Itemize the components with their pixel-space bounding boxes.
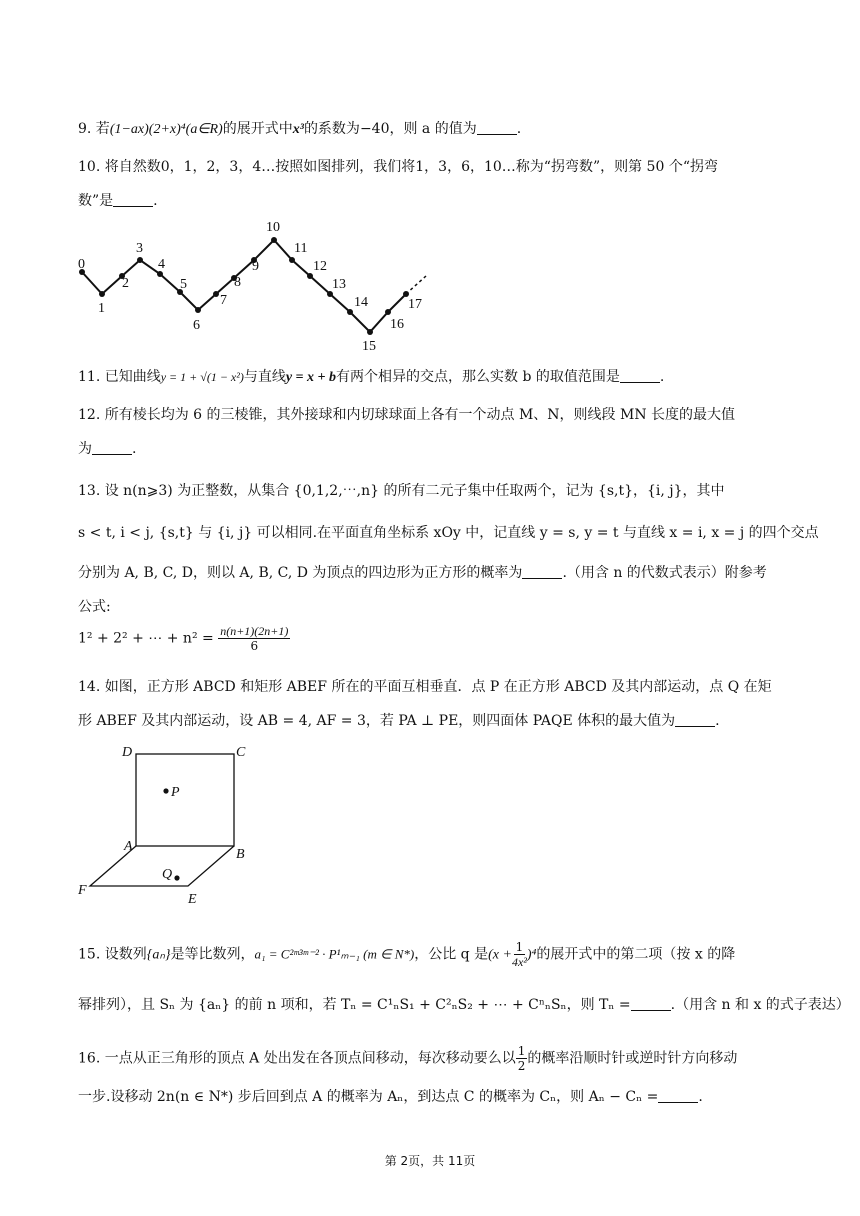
q10-text: 数”是 [78,193,114,209]
q15-expand-open: (x + [488,947,512,963]
q11-curve: y = 1 + √(1 − x²) [160,370,244,384]
q16-line2-text: 一步.设移动 2n(n ∈ N*) 步后回到点 A 的概率为 Aₙ，到达点 C 的概率为 Cₙ，则 Aₙ − Cₙ = [78,1089,659,1105]
q11-prefix: 11. 已知曲线 [78,369,161,385]
label-E: E [188,892,197,907]
q15-sequence: {aₙ} [146,947,171,963]
q16-fraction [516,1044,528,1073]
answer-blank[interactable] [477,120,517,135]
zigzag-label: 10 [266,220,280,235]
question-13-line2: s < t, i < j, {s,t} 与 {i, j} 可以相同.在平面直角坐标系 xOy 中，记直线 y = s, y = t 与直线 x = i, x = j 的四个交点 [78,525,819,541]
zigzag-label: 5 [180,277,187,292]
zigzag-figure [70,212,440,357]
answer-blank[interactable] [92,440,132,455]
question-9 [78,118,521,138]
zigzag-label: 12 [313,259,327,274]
zigzag-label: 6 [193,318,200,333]
zigzag-dashed-continuation [406,276,426,294]
zigzag-label: 1 [98,301,105,316]
q15-line2-end: .（用含 n 和 x 的式子表达） [670,997,850,1013]
question-14-line2 [78,710,720,730]
label-B: B [236,847,245,862]
q15-text: 是等比数列， [170,946,255,963]
label-Q: Q [162,867,173,882]
label-P: P [171,785,180,800]
q11-text: 与直线 [243,369,286,385]
answer-blank[interactable] [522,564,562,579]
q11-end: . [659,369,665,385]
answer-blank[interactable] [113,192,153,207]
answer-blank[interactable] [620,368,660,383]
zigzag-label: 0 [78,257,85,272]
formula-denominator: 6 [250,639,259,653]
zigzag-label: 17 [408,297,422,312]
q15-text3: 的展开式中的第二项（按 x 的降 [536,946,736,963]
q16-end: . [698,1089,703,1105]
zigzag-label: 7 [220,293,227,308]
q15-prefix: 15. 设数列 [78,946,147,963]
q16-frac-den: 2 [517,1059,526,1073]
q14-text: 形 ABEF 及其内部运动，设 AB = 4, AF = 3，若 PA ⊥ PE，则四面体 PAQE 体积的最大值为 [78,713,676,729]
question-16-line2 [78,1086,703,1106]
question-12-line1: 12. 所有棱长均为 6 的三棱锥，其外接球和内切球球面上各有一个动点 M、N，则线段 MN 长度的最大值 [78,407,736,423]
square-ABCD [136,754,234,846]
zigzag-path [82,240,406,332]
formula-numerator: n(n+1)(2n+1) [220,624,289,638]
question-15-line1 [78,940,735,969]
label-F: F [78,883,87,898]
q13-text-end: .（用含 n 的代数式表示）附参考 [562,565,767,581]
q11-text2: 有两个相异的交点，那么实数 b 的取值范围是 [336,369,620,385]
question-13-line1: 13. 设 n(n⩾3) 为正整数，从集合 {0,1,2,⋯,n} 的所有二元子集中任取两个，记为 {s,t}，{i, j}，其中 [78,483,725,499]
q15-frac-num: 1 [515,940,524,954]
question-12-line2 [78,438,136,458]
answer-blank[interactable] [631,996,671,1011]
zigzag-label: 4 [158,257,165,272]
q13-formula [78,624,290,653]
q12-text: 为 [78,441,92,457]
question-13-line4: 公式: [78,599,111,615]
formula-fraction [218,624,290,653]
zigzag-label: 2 [122,276,129,291]
zigzag-label: 15 [362,339,376,354]
q9-text3: ，则 a 的值为 [389,121,477,137]
zigzag-label: 9 [252,259,259,274]
formula-lhs: 1² + 2² + ⋯ + n² = [78,630,214,647]
q12-end: . [132,441,137,457]
q15-line2-text: 幂排列），且 Sₙ 为 {aₙ} 的前 n 项和，若 Tₙ = C¹ₙS₁ + C²ₙS₂ + ⋯ + CⁿₙSₙ，则 Tₙ = [78,997,631,1013]
zigzag-label: 11 [294,241,308,256]
q15-fraction [512,940,527,969]
answer-blank[interactable] [675,712,715,727]
q9-text: 的展开式中 [222,121,293,137]
q15-text2: ，公比 q 是 [414,946,489,963]
zigzag-label: 3 [136,241,143,256]
zigzag-label: 16 [390,317,404,332]
q9-text2: 的系数为 [303,121,360,137]
q9-end: . [516,121,522,137]
label-A: A [124,839,133,854]
question-11 [78,366,664,386]
q9-prefix: 9. 若 [78,121,110,137]
label-D: D [122,745,133,760]
question-13-line3 [78,562,767,582]
q15-frac-den: 4x² [511,955,527,969]
q15-expand-close: )⁴ [526,947,537,963]
zigzag-label: 13 [332,277,346,292]
zigzag-label: 8 [234,275,241,290]
zigzag-label: 14 [354,295,368,310]
q9-term: x³ [292,122,304,137]
question-15-line2 [78,994,850,1014]
q16-prefix: 16. 一点从正三角形的顶点 A 处出发在各顶点间移动，每次移动要么以 [78,1050,516,1067]
q10-end: . [153,193,158,209]
q16-frac-num: 1 [517,1044,526,1058]
q15-a1: a₁ = C²ᵐ³ᵐ⁻² · P¹ₘ₋₁ (m ∈ N*) [254,946,415,962]
page-footer: 第 2页，共 11页 [384,1154,476,1168]
question-16-line1 [78,1044,737,1073]
point-Q [174,875,179,880]
question-10-line1: 10. 将自然数0，1，2，3，4…按照如图排列，我们将1，3，6，10…称为“拐弯数”，则第 50 个“拐弯 [78,159,718,175]
question-10-line2 [78,190,158,210]
question-14-line1: 14. 如图，正方形 ABCD 和矩形 ABEF 所在的平面互相垂直．点 P 在正方形 ABCD 及其内部运动，点 Q 在矩 [78,679,772,695]
q14-end: . [715,713,720,729]
square-rectangle-figure [70,740,270,910]
q11-line-eq: y = x + b [285,370,337,385]
q16-text: 的概率沿顺时针或逆时针方向移动 [527,1050,738,1067]
label-C: C [236,745,246,760]
answer-blank[interactable] [658,1088,698,1103]
q9-value: −40 [359,121,390,137]
q13-text: 分别为 A, B, C, D，则以 A, B, C, D 为顶点的四边形为正方形的概率为 [78,565,523,581]
q9-expression: (1−ax)(2+x)⁴(a∈R) [109,122,223,137]
point-P [163,788,168,793]
